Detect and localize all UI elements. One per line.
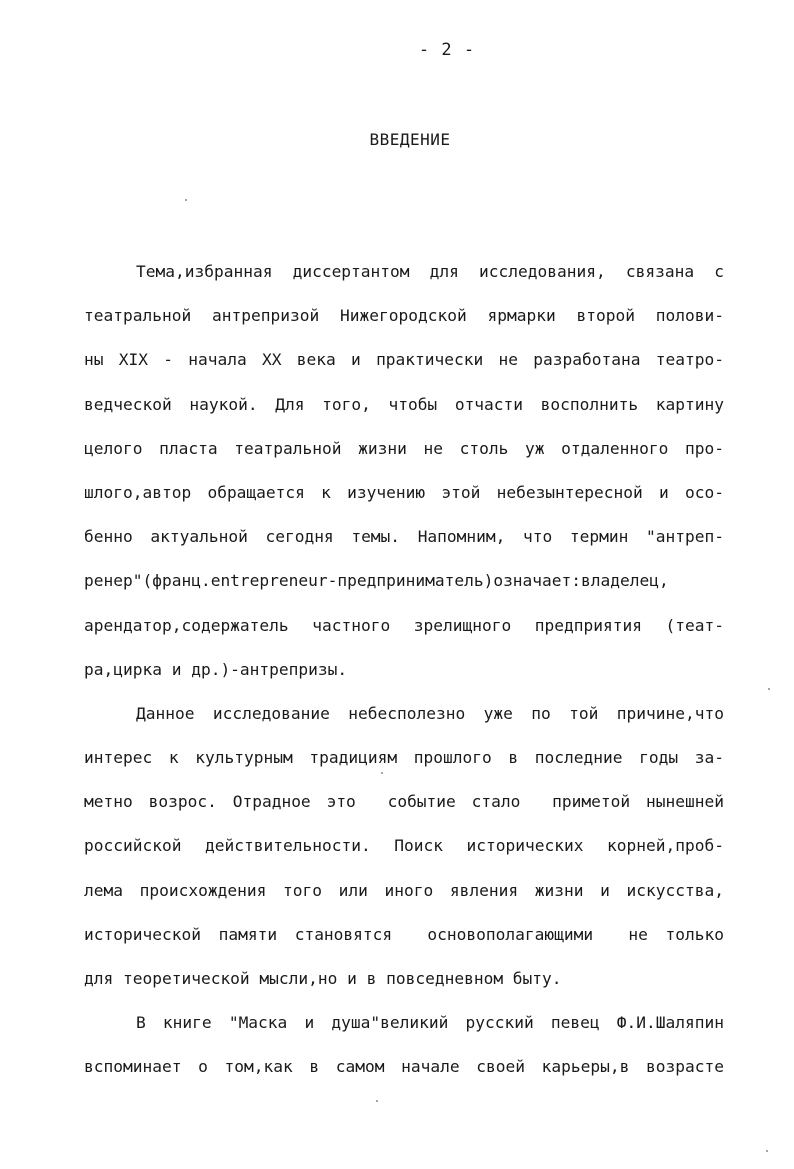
paragraph-2-line-3: метно возрос. Отрадное это событие стало приметой нынешней — [84, 792, 724, 812]
paragraph-1-line-6: шлого,автор обращается к изучению этой небезынтересной и осо- — [84, 482, 724, 502]
paragraph-2-line-6: исторической памяти становятся основополагающими не только — [84, 924, 724, 944]
paragraph-2-line-7: для теоретической мысли,но и в повседневном быту. — [84, 969, 562, 988]
paragraph-1-line-7: бенно актуальной сегодня темы. Напомним, что термин "антреп- — [84, 527, 724, 547]
paragraph-1-line-5: целого пласта театральной жизни не столь уж отдаленного про- — [84, 438, 724, 458]
paragraph-3-line-2: вспоминает о том,как в самом начале своей карьеры,в возрасте — [84, 1057, 724, 1077]
paragraph-1-line-2: театральной антрепризой Нижегородской ярмарки второй полови- — [84, 306, 724, 326]
paragraph-1-line-10: ра,цирка и др.)-антрепризы. — [84, 659, 348, 679]
scan-speck — [768, 688, 770, 690]
scan-speck — [185, 199, 187, 201]
paragraph-1-line-8: ренер"(франц.entrepreneur-предприниматель)означает:владелец, — [84, 571, 669, 591]
paragraph-1-line-9: арендатор,содержатель частного зрелищного предприятия (теат- — [84, 615, 724, 635]
section-title: ВВЕДЕНИЕ — [369, 130, 451, 149]
paragraph-1-line-3: ны XIX - начала XX века и практически не разработана театро- — [84, 350, 724, 370]
paragraph-2-line-2: интерес к культурным традициям прошлого в последние годы за- — [84, 748, 724, 768]
paragraph-1-line-1: Тема,избранная диссертантом для исследования, связана с — [136, 262, 724, 281]
paragraph-1-line-4: ведческой наукой. Для того, чтобы отчасти восполнить картину — [84, 394, 724, 414]
paragraph-3-line-1: В книге "Маска и душа"великий русский певец Ф.И.Шаляпин — [136, 1013, 724, 1033]
paragraph-2-line-4: российской действительности. Поиск исторических корней,проб- — [84, 836, 724, 856]
scan-speck — [376, 1100, 378, 1102]
page-number: - 2 - — [418, 40, 476, 60]
body-text — [84, 250, 724, 1090]
paragraph-2-line-1: Данное исследование небесполезно уже по той причине,что — [136, 703, 724, 723]
paragraph-2-line-5: лема происхождения того или иного явления жизни и искусства, — [84, 880, 724, 900]
scan-speck — [766, 1150, 768, 1152]
scan-speck — [381, 772, 383, 774]
